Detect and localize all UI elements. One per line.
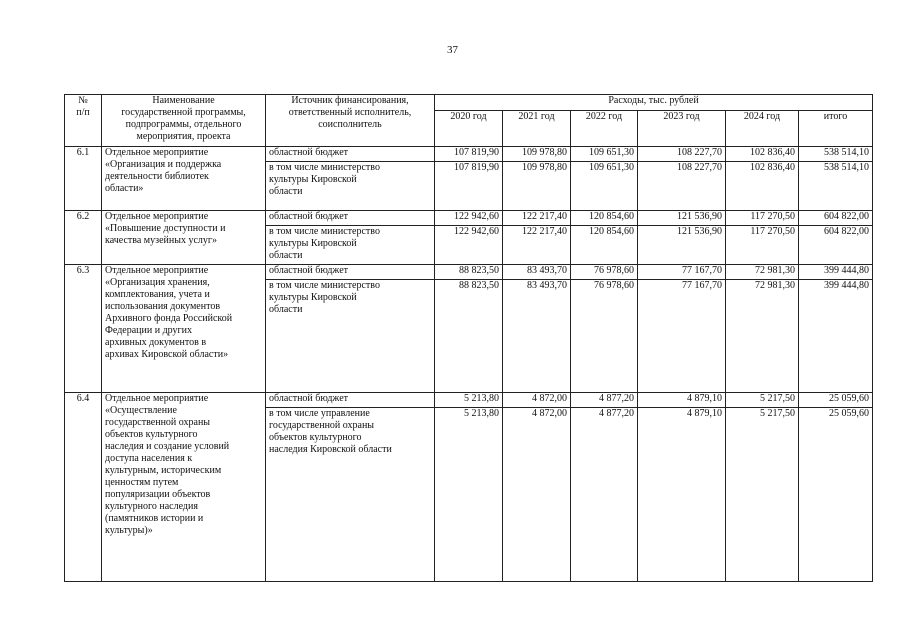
year-value: 108 227,70: [638, 161, 726, 211]
year-value: 77 167,70: [638, 265, 726, 280]
table-row: [65, 265, 873, 280]
event-name: Отдельное мероприятие «Осуществление государственной охраны объектов культурного наследия и создание условий доступа населения к культурным, историческим ценностям путем популяризации объектов культурного наследия (памятников истории и культуры)»: [102, 393, 266, 582]
header-num: № п/п: [65, 95, 102, 147]
total-value: 604 822,00: [799, 211, 873, 226]
total-value: 25 059,60: [799, 393, 873, 408]
responsible-executor: в том числе министерство культуры Кировской области: [266, 225, 435, 264]
year-value: 76 978,60: [571, 265, 638, 280]
funding-source: областной бюджет: [266, 147, 435, 162]
year-value: 122 942,60: [435, 225, 503, 264]
year-value: 4 872,00: [503, 407, 571, 581]
year-value: 121 536,90: [638, 211, 726, 226]
row-number: 6.1: [65, 147, 102, 211]
page-number: 37: [447, 44, 458, 56]
year-value: 121 536,90: [638, 225, 726, 264]
header-year-2020: 2020 год: [435, 111, 503, 147]
year-value: 4 879,10: [638, 407, 726, 581]
table-row: [65, 147, 873, 162]
year-value: 5 213,80: [435, 393, 503, 408]
year-value: 4 877,20: [571, 407, 638, 581]
year-value: 76 978,60: [571, 279, 638, 393]
year-value: 4 879,10: [638, 393, 726, 408]
year-value: 107 819,90: [435, 161, 503, 211]
header-year-2022: 2022 год: [571, 111, 638, 147]
year-value: 83 493,70: [503, 279, 571, 393]
row-number: 6.3: [65, 265, 102, 393]
year-value: 72 981,30: [726, 265, 799, 280]
year-value: 107 819,90: [435, 147, 503, 162]
year-value: 109 651,30: [571, 161, 638, 211]
year-value: 5 217,50: [726, 407, 799, 581]
responsible-executor: в том числе министерство культуры Кировской области: [266, 279, 435, 393]
header-year-2021: 2021 год: [503, 111, 571, 147]
year-value: 120 854,60: [571, 225, 638, 264]
header-total: итого: [799, 111, 873, 147]
year-value: 4 872,00: [503, 393, 571, 408]
year-value: 108 227,70: [638, 147, 726, 162]
year-value: 72 981,30: [726, 279, 799, 393]
year-value: 5 213,80: [435, 407, 503, 581]
year-value: 117 270,50: [726, 211, 799, 226]
event-name: Отдельное мероприятие «Организация хранения, комплектования, учета и использования документов Архивного фонда Российской Федерации и других архивных документов в архивах Кировской области»: [102, 265, 266, 393]
table-row: [65, 393, 873, 408]
total-value: 399 444,80: [799, 279, 873, 393]
funding-source: областной бюджет: [266, 211, 435, 226]
year-value: 77 167,70: [638, 279, 726, 393]
table-row: [65, 211, 873, 226]
total-value: 538 514,10: [799, 147, 873, 162]
year-value: 4 877,20: [571, 393, 638, 408]
budget-table: [64, 94, 873, 582]
header-expenses: Расходы, тыс. рублей: [435, 95, 873, 111]
year-value: 122 942,60: [435, 211, 503, 226]
funding-source: областной бюджет: [266, 265, 435, 280]
total-value: 538 514,10: [799, 161, 873, 211]
event-name: Отдельное мероприятие «Организация и поддержка деятельности библиотек области»: [102, 147, 266, 211]
responsible-executor: в том числе управление государственной охраны объектов культурного наследия Кировской области: [266, 407, 435, 581]
row-number: 6.2: [65, 211, 102, 265]
header-year-2023: 2023 год: [638, 111, 726, 147]
header-source: Источник финансирования, ответственный исполнитель, соисполнитель: [266, 95, 435, 147]
funding-source: областной бюджет: [266, 393, 435, 408]
year-value: 88 823,50: [435, 279, 503, 393]
year-value: 109 978,80: [503, 147, 571, 162]
year-value: 88 823,50: [435, 265, 503, 280]
year-value: 122 217,40: [503, 225, 571, 264]
header-year-2024: 2024 год: [726, 111, 799, 147]
year-value: 5 217,50: [726, 393, 799, 408]
year-value: 83 493,70: [503, 265, 571, 280]
total-value: 25 059,60: [799, 407, 873, 581]
total-value: 604 822,00: [799, 225, 873, 264]
year-value: 109 651,30: [571, 147, 638, 162]
responsible-executor: в том числе министерство культуры Кировской области: [266, 161, 435, 211]
year-value: 102 836,40: [726, 161, 799, 211]
year-value: 120 854,60: [571, 211, 638, 226]
year-value: 109 978,80: [503, 161, 571, 211]
year-value: 117 270,50: [726, 225, 799, 264]
total-value: 399 444,80: [799, 265, 873, 280]
year-value: 102 836,40: [726, 147, 799, 162]
header-name: Наименование государственной программы, подпрограммы, отдельного мероприятия, проекта: [102, 95, 266, 147]
event-name: Отдельное мероприятие «Повышение доступности и качества музейных услуг»: [102, 211, 266, 265]
year-value: 122 217,40: [503, 211, 571, 226]
row-number: 6.4: [65, 393, 102, 582]
